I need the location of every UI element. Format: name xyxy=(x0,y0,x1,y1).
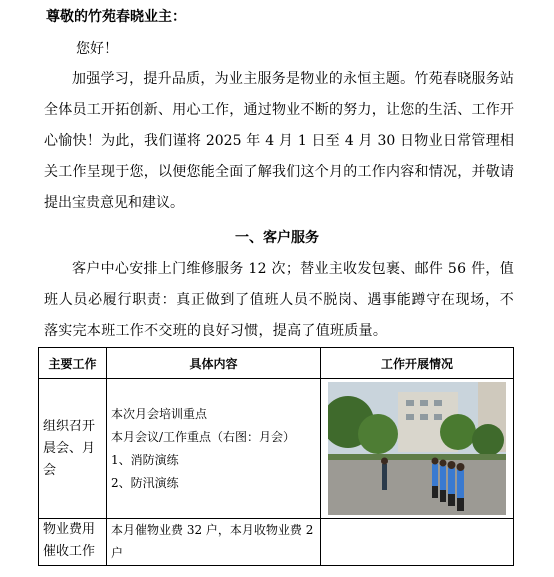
section-heading: 一、客户服务 xyxy=(235,230,319,246)
work-table xyxy=(38,347,514,566)
header-progress: 工作开展情况 xyxy=(321,348,514,379)
meeting-photo xyxy=(328,382,506,515)
fee-collection-progress xyxy=(321,519,514,566)
work-meetings: 组织召开晨会、月会 xyxy=(39,379,107,519)
letter-greeting: 您好！ xyxy=(76,41,118,57)
content-meetings xyxy=(107,379,321,519)
header-main-work: 主要工作 xyxy=(39,348,107,379)
table-row xyxy=(39,379,514,519)
header-content: 具体内容 xyxy=(107,348,321,379)
content-line: 本次月会培训重点 xyxy=(111,406,208,421)
content-line: 1、消防演练 xyxy=(111,452,179,467)
content-fee-collection: 本月催物业费 32 户，本月收物业费 2 户 xyxy=(107,519,321,566)
meeting-photo-cell xyxy=(321,379,514,519)
letter-salutation: 尊敬的竹苑春晓业主： xyxy=(46,9,186,25)
work-fee-collection: 物业费用催收工作 xyxy=(39,519,107,566)
customer-service-paragraph: 客户中心安排上门维修服务 12 次；替业主收发包裹、邮件 56 件，值班人员必履行职责：真正做到了值班人员不脱岗、遇事能蹲守在现场，不落实完本班工作不交班的良好习惯，提高了值班质量。 xyxy=(44,261,514,339)
content-line: 2、防汛演练 xyxy=(111,475,179,490)
table-header-row xyxy=(39,348,514,379)
intro-paragraph: 加强学习，提升品质，为业主服务是物业的永恒主题。竹苑春晓服务站全体员工开拓创新、用心工作，通过物业不断的努力，让您的生活、工作开心愉快！为此，我们谨将 2025 年 4 月 1 日至 4 月 30 日物业日常管理相关工作呈现于您，以便您能全面了解我们这个月的工作内容和情况，并敬请提出宝贵意见和建议。 xyxy=(44,71,514,211)
table-row xyxy=(39,519,514,566)
content-line: 本月会议/工作重点（右图：月会） xyxy=(111,429,296,444)
